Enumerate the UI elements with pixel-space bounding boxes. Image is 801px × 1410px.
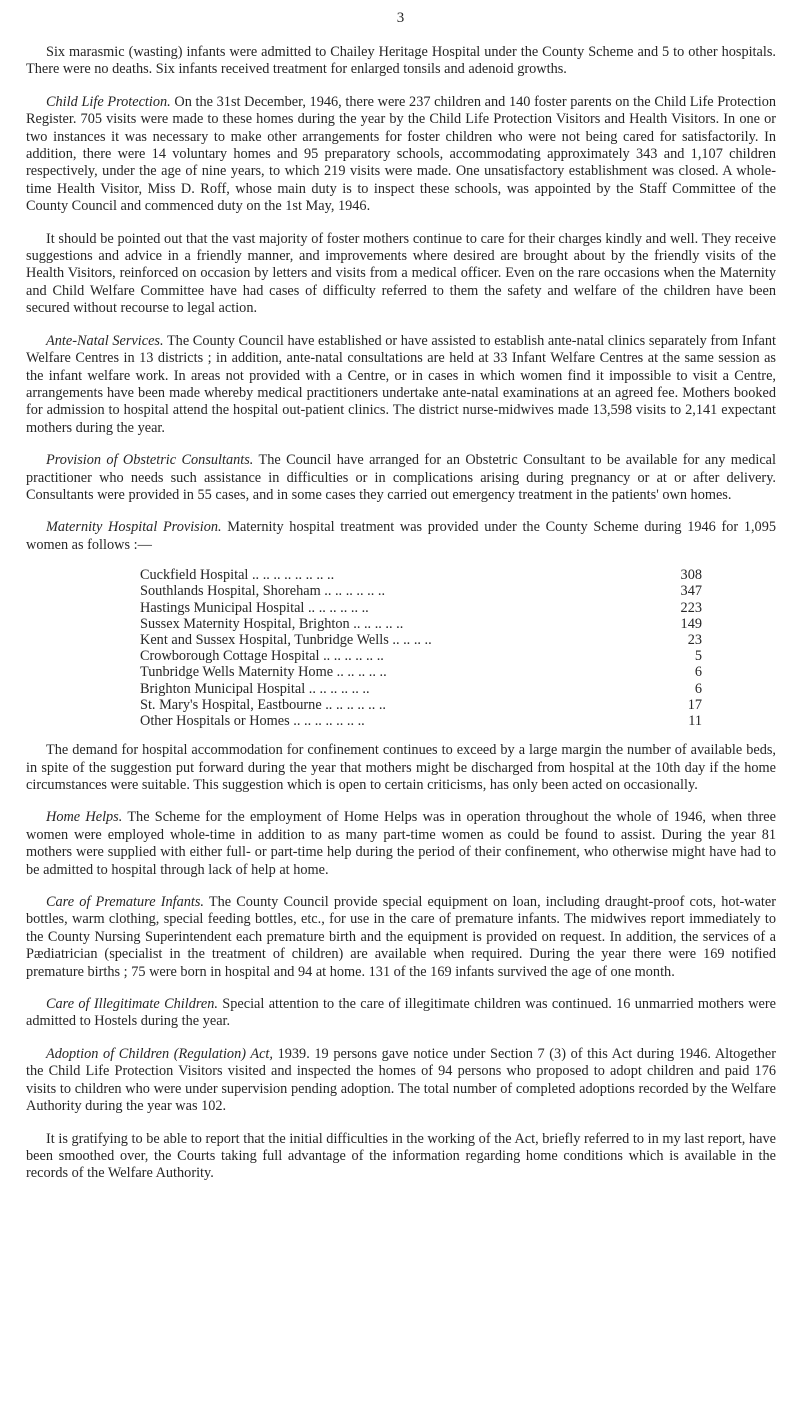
leader-dots: .. .. .. .. .. .. bbox=[319, 648, 384, 665]
heading-illegitimate: Care of Illegitimate Children. bbox=[46, 996, 218, 1013]
heading-maternity: Maternity Hospital Provision. bbox=[46, 519, 222, 536]
hospital-name: Sussex Maternity Hospital, Brighton bbox=[140, 615, 350, 632]
paragraph-obstetric bbox=[26, 452, 776, 504]
hospital-name: St. Mary's Hospital, Eastbourne .. bbox=[140, 696, 333, 713]
heading-obstetric: Provision of Obstetric Consultants. bbox=[46, 452, 254, 469]
hospital-count: 347 bbox=[680, 583, 702, 600]
leader-dots: .. .. .. .. .. bbox=[333, 664, 387, 681]
paragraph-child-life-protection bbox=[26, 94, 776, 216]
leader-dots: .. .. .. .. .. .. bbox=[320, 583, 386, 600]
hospital-count: 6 bbox=[694, 664, 702, 681]
leader-dots: .. .. .. .. .. .. bbox=[304, 599, 369, 616]
paragraph-adoption bbox=[26, 1046, 776, 1116]
paragraph-home-helps bbox=[26, 809, 776, 879]
document-body bbox=[26, 44, 776, 1198]
leader-dots: .. .. .. .. .. .. bbox=[300, 712, 365, 729]
table-row bbox=[140, 664, 702, 680]
table-row bbox=[140, 632, 702, 648]
paragraph-final: It is gratifying to be able to report that the initial difficulties in the working of the Act, briefly referred to in my last report, have been smoothed over, the Courts taking full advantage of the information regarding home conditions which is available in the records of the Welfare Authority. bbox=[26, 1130, 776, 1182]
page-number: 3 bbox=[396, 10, 405, 26]
paragraph-maternity bbox=[26, 519, 776, 554]
leader-dots: .. .. .. .. .. .. .. .. bbox=[248, 567, 335, 584]
hospital-count: 6 bbox=[694, 680, 702, 697]
table-row bbox=[140, 697, 702, 713]
text-illegitimate: Special attention to the care of illegitimate children was continued. 16 unmarried mothers were admitted to Hostels during the year. bbox=[26, 996, 776, 1030]
text-adoption: 1939. 19 persons gave notice under Section 7 (3) of this Act during 1946. Altogether the Child Life Protection Visitors visited and inspected the homes of 94 persons who proposed to adopt children and paid 176 visits to children who were under supervision pending adoption. The total number of completed adoptions recorded by the Welfare Authority during the year was 102. bbox=[26, 1045, 776, 1115]
table-row bbox=[140, 583, 702, 599]
hospital-count: 308 bbox=[680, 567, 702, 584]
hospital-count: 17 bbox=[687, 696, 702, 713]
table-row bbox=[140, 616, 702, 632]
leader-dots: .. .. .. .. .. .. bbox=[305, 680, 370, 697]
paragraph-demand: The demand for hospital accommodation for confinement continues to exceed by a large margin the number of available beds, in spite of the suggestion put forward during the year that mothers might be discharged from hospital at the 10th day if the home circumstances were suitable. This suggestion which is open to certain criticisms, has only been acted on occasionally. bbox=[26, 742, 776, 793]
text-obstetric: The Council have arranged for an Obstetric Consultant to be available for any medical practitioner who needs such assistance in difficulties or in complications arising during pregnancy or at or after delivery. Consultants were provided in 55 cases, and in some cases they carried out emergency treatment in the patients' own homes. bbox=[26, 452, 777, 503]
paragraph-premature bbox=[26, 894, 776, 981]
table-row bbox=[140, 600, 702, 616]
hospital-name: Crowborough Cottage Hospital bbox=[140, 648, 320, 665]
hospital-name: Brighton Municipal Hospital bbox=[140, 680, 306, 697]
text-child-life-protection: On the 31st December, 1946, there were 237 children and 140 foster parents on the Child Life Protection Register. 705 visits were made to these homes during the year by the Child Life Protection Visitors and Health Visitors. In one or two instances it was necessary to make other arrangements for foster children who were not being cared for satisfactorily. In addition, there were 14 voluntary homes and 95 preparatory schools, accommodating approximately 343 and 1,107 children respectively, under the age of nine years, to which 219 visits were made. One unsatisfactory establishment was closed. A whole-time Health Visitor, Miss D. Roff, whose main duty is to inspect these schools, was appointed by the Staff Committee of the County Council and commenced duty on the 1st May, 1946. bbox=[26, 93, 776, 215]
table-row bbox=[140, 681, 702, 697]
hospital-count: 149 bbox=[680, 615, 702, 632]
hospital-count: 223 bbox=[680, 599, 702, 616]
heading-adoption: Adoption of Children (Regulation) Act, bbox=[46, 1045, 273, 1062]
text-premature: The County Council provide special equipment on loan, including draught-proof cots, hot-water bottles, warm clothing, special feeding bottles, etc., for use in the care of premature infants. The midwives report immediately to the County Nursing Superintendent each premature birth and the equipment is provided on request. In addition, the services of a Pædiatrician (specialist in the treatment of children) are available when required. During the year there were 169 notified premature births ; 75 were born in hospital and 94 at home. 131 of the 169 infants survived the age of one month. bbox=[26, 894, 776, 980]
table-row bbox=[140, 567, 702, 583]
paragraph-ante-natal bbox=[26, 333, 776, 437]
heading-home-helps: Home Helps. bbox=[46, 809, 123, 826]
table-row bbox=[140, 713, 702, 729]
hospital-name: Tunbridge Wells Maternity Home bbox=[140, 664, 334, 681]
hospital-name: Other Hospitals or Homes .. bbox=[140, 712, 301, 729]
hospital-count: 11 bbox=[688, 712, 702, 729]
heading-ante-natal: Ante-Natal Services. bbox=[46, 332, 164, 349]
hospital-count: 23 bbox=[687, 631, 702, 648]
hospital-table bbox=[140, 567, 702, 729]
leader-dots: .. .. .. .. .. bbox=[349, 615, 404, 632]
paragraph-foster-mothers: It should be pointed out that the vast majority of foster mothers continue to care for their charges kindly and well. They receive suggestions and advice in a friendly manner, and improvements where desired are brought about by the friendly visits of the Health Visitors, reinforced on occasion by letters and visits from a medical officer. Even on the rare occasions when the Maternity and Child Welfare Committee have had cases of difficulty referred to them the safety and welfare of the children have been secured without recourse to legal action. bbox=[26, 230, 776, 317]
text-maternity: Maternity hospital treatment was provided under the County Scheme during 1946 for 1,095 women as follows :— bbox=[26, 519, 776, 553]
table-row bbox=[140, 648, 702, 664]
heading-child-life-protection: Child Life Protection. bbox=[46, 93, 171, 110]
hospital-name: Southlands Hospital, Shoreham bbox=[140, 583, 321, 600]
hospital-name: Kent and Sussex Hospital, Tunbridge Wells bbox=[140, 631, 389, 648]
paragraph-marasmic: Six marasmic (wasting) infants were admitted to Chailey Heritage Hospital under the County Scheme and 5 to other hospitals. There were no deaths. Six infants received treatment for enlarged tonsils and adenoid growths. bbox=[26, 44, 776, 78]
hospital-name: Cuckfield Hospital bbox=[140, 567, 249, 584]
text-ante-natal: The County Council have established or have assisted to establish ante-natal clinics separately from Infant Welfare Centres in 13 districts ; in addition, ante-natal consultations are held at 33 Infant Welfare Centres at the same session as the infant welfare work. In areas not provided with a Centre, or in cases in which women find it impossible to visit a Centre, arrangements have been made whereby medical practitioners undertake ante-natal examinations at an agreed fee. Mothers booked for admission to hospital attend the hospital out-patient clinics. The district nurse-midwives made 13,598 visits to 2,141 expectant mothers during the year. bbox=[26, 332, 776, 436]
hospital-name: Hastings Municipal Hospital bbox=[140, 599, 305, 616]
leader-dots: .. .. .. .. .. bbox=[332, 696, 387, 713]
leader-dots: .. .. .. .. bbox=[388, 631, 432, 648]
text-home-helps: The Scheme for the employment of Home Helps was in operation throughout the whole of 1946, when three women were employed whole-time in addition to as many part-time women as could be found to assist. During the year 81 mothers were supplied with either full- or part-time help during the period of their confinement, who otherwise might have had to be admitted to hospital through lack of help at home. bbox=[26, 809, 776, 878]
hospital-count: 5 bbox=[694, 648, 702, 665]
heading-premature: Care of Premature Infants. bbox=[46, 894, 204, 911]
paragraph-illegitimate bbox=[26, 996, 776, 1031]
